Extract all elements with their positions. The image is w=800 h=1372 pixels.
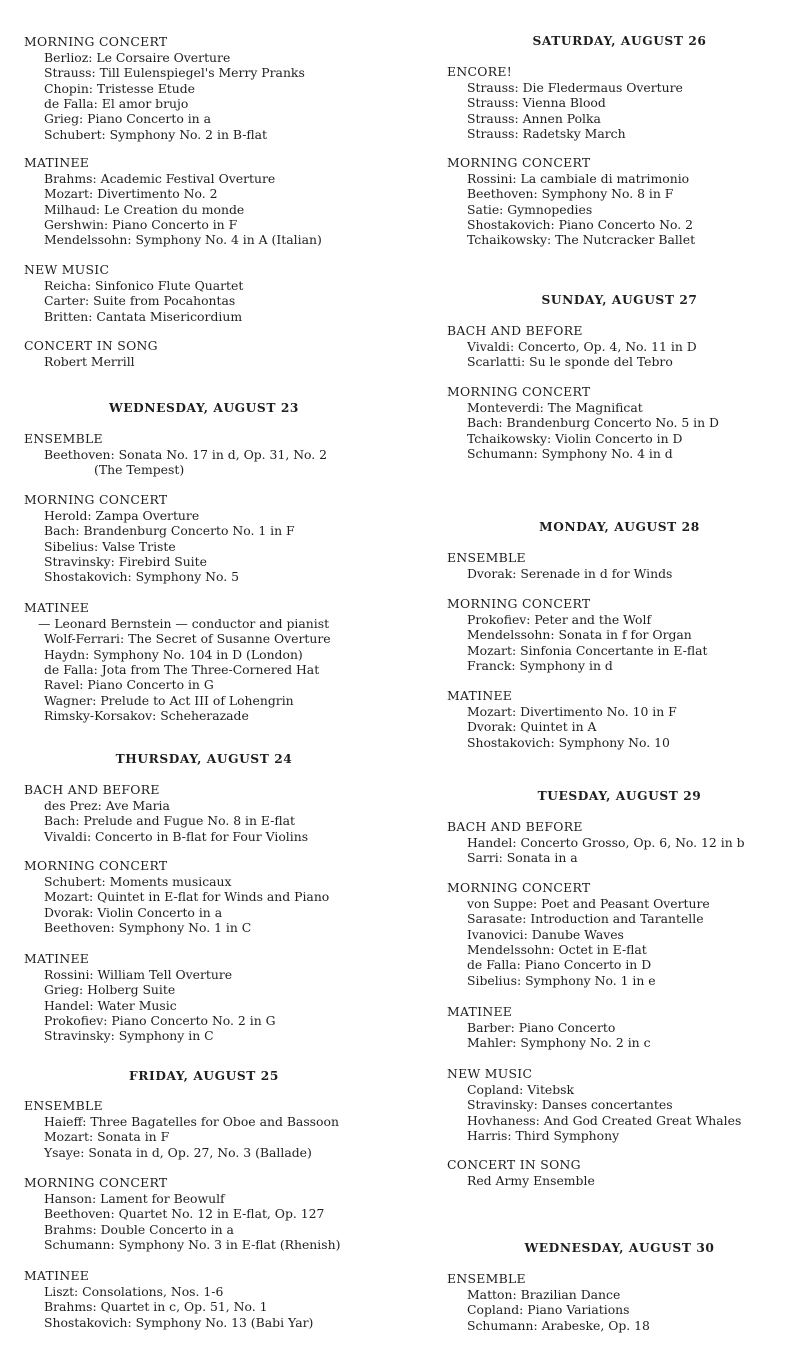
program-item: Reicha: Sinfonico Flute Quartet (44, 278, 244, 293)
program-item: Sibelius: Valse Triste (44, 538, 176, 554)
program-item: Mendelssohn: Sonata in f for Organ (467, 627, 692, 643)
program-item: Hovhaness: And God Created Great Whales (467, 1112, 742, 1128)
program-item: Handel: Concerto Grosso, Op. 6, No. 12 in b (467, 835, 745, 850)
program-item: Handel: Water Music (44, 997, 177, 1013)
program-item: Sibelius: Symphony No. 1 in e (467, 972, 656, 988)
program-item: Herold: Zampa Overture (44, 508, 200, 523)
program-item: Prokofiev: Piano Concerto No. 2 in G (44, 1012, 276, 1028)
program-item: Satie: Gymnopedies (467, 201, 593, 217)
section-heading: NEW MUSIC (24, 262, 110, 277)
program-item: Bach: Brandenburg Concerto No. 5 in D (467, 415, 719, 431)
program-item: Strauss: Till Eulenspiegel's Merry Pranks (44, 65, 305, 81)
day-heading: FRIDAY, AUGUST 25 (129, 1069, 279, 1083)
program-item: Matton: Brazilian Dance (467, 1287, 621, 1302)
day-heading: THURSDAY, AUGUST 24 (115, 752, 293, 766)
program-item: — Leonard Bernstein — conductor and pianist (38, 616, 330, 631)
program-item: Mozart: Quintet in E-flat for Winds and Piano (44, 889, 330, 905)
program-item: Ivanovici: Danube Waves (467, 926, 624, 942)
section-heading: MORNING CONCERT (447, 384, 591, 399)
program-item: Bach: Prelude and Fugue No. 8 in E-flat (44, 813, 296, 829)
program-item: Brahms: Quartet in c, Op. 51, No. 1 (44, 1299, 268, 1315)
section-heading: MORNING CONCERT (24, 1175, 168, 1190)
program-item: Rossini: La cambiale di matrimonio (467, 171, 690, 186)
program-item: Stravinsky: Firebird Suite (44, 553, 207, 569)
section-heading: MORNING CONCERT (24, 34, 168, 49)
program-item: Mozart: Divertimento No. 10 in F (467, 704, 677, 719)
program-item: Milhaud: Le Creation du monde (44, 201, 245, 217)
section-heading: MATINEE (24, 600, 90, 615)
program-item: Carter: Suite from Pocahontas (44, 293, 236, 309)
program-item: Grieg: Piano Concerto in a (44, 111, 211, 127)
section-heading: BACH AND BEFORE (24, 782, 160, 797)
program-item: von Suppe: Poet and Peasant Overture (467, 896, 710, 911)
section-heading: MATINEE (24, 951, 90, 966)
day-heading: WEDNESDAY, AUGUST 30 (524, 1241, 715, 1255)
program-item: Ysaye: Sonata in d, Op. 27, No. 3 (Ballade) (44, 1144, 312, 1160)
section-heading: CONCERT IN SONG (24, 338, 158, 353)
program-item: Berlioz: Le Corsaire Overture (44, 50, 231, 65)
program-item: Tchaikowsky: The Nutcracker Ballet (467, 232, 696, 248)
program-item: Britten: Cantata Misericordium (44, 308, 243, 324)
program-item: Dvorak: Serenade in d for Winds (467, 566, 673, 581)
section-heading: MATINEE (24, 1268, 90, 1283)
program-item: Vivaldi: Concerto, Op. 4, No. 11 in D (467, 339, 697, 354)
program-item: Copland: Vitebsk (467, 1082, 575, 1097)
program-item: Shostakovich: Symphony No. 10 (467, 734, 670, 750)
program-item: Vivaldi: Concerto in B-flat for Four Violins (44, 828, 309, 844)
program-item: Chopin: Tristesse Etude (44, 80, 195, 96)
program-item: Wolf-Ferrari: The Secret of Susanne Overture (44, 631, 331, 647)
section-heading: MORNING CONCERT (447, 155, 591, 170)
program-item: (The Tempest) (94, 462, 185, 478)
program-item: Prokofiev: Peter and the Wolf (467, 612, 652, 627)
program-item: Stravinsky: Danses concertantes (467, 1097, 673, 1113)
program-item: Ravel: Piano Concerto in G (44, 677, 214, 693)
program-item: Schumann: Symphony No. 3 in E-flat (Rhenish) (44, 1236, 341, 1252)
program-item: Strauss: Vienna Blood (467, 95, 606, 111)
program-item: Tchaikowsky: Violin Concerto in D (467, 430, 683, 446)
program-item: Mozart: Divertimento No. 2 (44, 186, 218, 202)
section-heading: ENCORE! (447, 64, 512, 79)
section-heading: MORNING CONCERT (447, 596, 591, 611)
program-item: Robert Merrill (44, 354, 135, 369)
program-item: de Falla: Piano Concerto in D (467, 957, 652, 973)
program-item: Haieff: Three Bagatelles for Oboe and Bassoon (44, 1114, 339, 1129)
section-heading: ENSEMBLE (447, 1271, 526, 1286)
program-item: Scarlatti: Su le sponde del Tebro (467, 354, 673, 370)
program-item: des Prez: Ave Maria (44, 798, 170, 813)
program-item: Beethoven: Symphony No. 8 in F (467, 186, 674, 202)
program-item: Liszt: Consolations, Nos. 1-6 (44, 1284, 224, 1299)
program-item: de Falla: Jota from The Three-Cornered Hat (44, 661, 320, 677)
program-item: Franck: Symphony in d (467, 657, 613, 673)
day-heading: SUNDAY, AUGUST 27 (541, 293, 698, 307)
program-item: Brahms: Double Concerto in a (44, 1221, 234, 1237)
program-item: Grieg: Holberg Suite (44, 982, 176, 998)
section-heading: ENSEMBLE (24, 1098, 103, 1113)
program-item: Shostakovich: Symphony No. 13 (Babi Yar) (44, 1314, 314, 1330)
program-item: Mendelssohn: Symphony No. 4 in A (Italian) (44, 232, 322, 248)
program-item: Haydn: Symphony No. 104 in D (London) (44, 646, 303, 662)
program-item: Dvorak: Violin Concerto in a (44, 904, 223, 920)
program-item: Stravinsky: Symphony in C (44, 1028, 214, 1044)
program-item: Copland: Piano Variations (467, 1302, 630, 1318)
section-heading: MORNING CONCERT (24, 492, 168, 507)
program-item: Schumann: Arabeske, Op. 18 (467, 1317, 650, 1333)
day-heading: TUESDAY, AUGUST 29 (537, 789, 702, 803)
section-heading: BACH AND BEFORE (447, 323, 583, 338)
program-item: Mendelssohn: Octet in E-flat (467, 941, 647, 957)
section-heading: ENSEMBLE (24, 431, 103, 446)
program-item: Beethoven: Sonata No. 17 in d, Op. 31, No. 2 (44, 447, 328, 462)
program-item: Monteverdi: The Magnificat (467, 400, 643, 415)
program-item: Rimsky-Korsakov: Scheherazade (44, 707, 249, 723)
program-item: Sarri: Sonata in a (467, 850, 578, 866)
day-heading: MONDAY, AUGUST 28 (539, 520, 700, 534)
program-item: Harris: Third Symphony (467, 1127, 620, 1143)
program-item: Schubert: Symphony No. 2 in B-flat (44, 126, 268, 142)
program-item: Brahms: Academic Festival Overture (44, 171, 276, 186)
section-heading: MORNING CONCERT (447, 880, 591, 895)
section-heading: MATINEE (24, 155, 90, 170)
program-item: de Falla: El amor brujo (44, 95, 189, 111)
program-item: Rossini: William Tell Overture (44, 967, 233, 982)
section-heading: BACH AND BEFORE (447, 819, 583, 834)
program-item: Beethoven: Quartet No. 12 in E-flat, Op. 127 (44, 1206, 325, 1222)
program-item: Gershwin: Piano Concerto in F (44, 216, 238, 232)
program-item: Shostakovich: Symphony No. 5 (44, 569, 239, 585)
program-item: Mozart: Sonata in F (44, 1129, 170, 1145)
day-heading: WEDNESDAY, AUGUST 23 (108, 401, 299, 415)
day-heading: SATURDAY, AUGUST 26 (532, 34, 707, 48)
program-item: Beethoven: Symphony No. 1 in C (44, 919, 252, 935)
program-item: Strauss: Die Fledermaus Overture (467, 80, 683, 95)
program-item: Schubert: Moments musicaux (44, 874, 232, 889)
section-heading: MATINEE (447, 688, 513, 703)
program-item: Barber: Piano Concerto (467, 1020, 616, 1035)
section-heading: MATINEE (447, 1004, 513, 1019)
program-item: Hanson: Lament for Beowulf (44, 1191, 225, 1206)
section-heading: ENSEMBLE (447, 550, 526, 565)
program-item: Shostakovich: Piano Concerto No. 2 (467, 216, 694, 232)
program-item: Schumann: Symphony No. 4 in d (467, 445, 673, 461)
program-item: Mozart: Sinfonia Concertante in E-flat (467, 642, 708, 658)
section-heading: CONCERT IN SONG (447, 1157, 581, 1172)
program-item: Wagner: Prelude to Act III of Lohengrin (44, 692, 294, 708)
program-item: Strauss: Radetsky March (467, 125, 626, 141)
program-item: Sarasate: Introduction and Tarantelle (467, 911, 704, 927)
program-item: Bach: Brandenburg Concerto No. 1 in F (44, 523, 295, 539)
program-item: Dvorak: Quintet in A (467, 719, 597, 735)
section-heading: MORNING CONCERT (24, 858, 168, 873)
section-heading: NEW MUSIC (447, 1066, 533, 1081)
program-item: Red Army Ensemble (467, 1173, 595, 1188)
program-item: Strauss: Annen Polka (467, 110, 601, 126)
program-item: Mahler: Symphony No. 2 in c (467, 1035, 651, 1051)
